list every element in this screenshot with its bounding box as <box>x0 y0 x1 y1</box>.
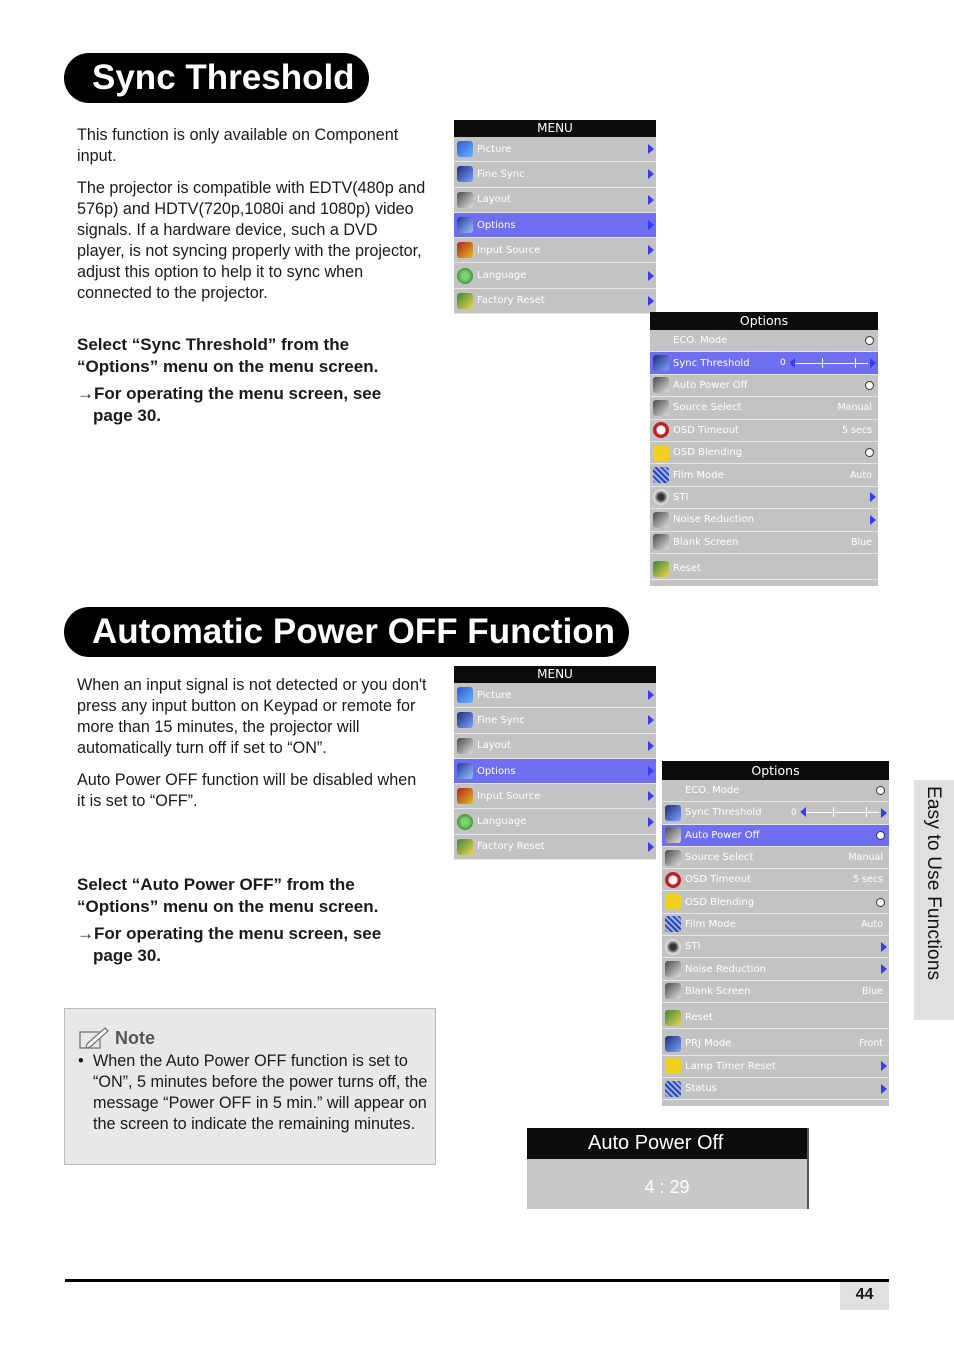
chevron-right-icon <box>881 1061 887 1071</box>
menu-title: MENU <box>454 666 656 683</box>
speaker-icon <box>665 939 681 955</box>
option-value: Auto <box>860 918 883 930</box>
option-reset[interactable] <box>662 1007 889 1029</box>
menu-item-options[interactable] <box>454 759 656 784</box>
chevron-right-icon <box>648 715 654 725</box>
menu-item-language[interactable] <box>454 263 656 288</box>
option-eco-mode[interactable] <box>662 780 889 802</box>
menu-item-label: Language <box>477 270 527 282</box>
chevron-right-icon <box>648 296 654 306</box>
option-label: Source Select <box>673 402 742 414</box>
menu-item-label: Options <box>477 765 516 777</box>
language-icon <box>457 268 473 284</box>
instruction-text: Select “Auto Power OFF” from the “Options” menu on the menu screen. <box>77 875 379 916</box>
option-label: Film Mode <box>685 918 736 930</box>
note-title: Note <box>115 1027 155 1048</box>
option-blank-screen[interactable] <box>650 532 878 554</box>
source-select-icon <box>653 400 669 416</box>
menu-item-label: Layout <box>477 194 511 206</box>
option-film-mode[interactable] <box>662 914 889 936</box>
options-menu-osd <box>662 761 889 1106</box>
option-label: Blank Screen <box>673 536 739 548</box>
slider-tick <box>866 807 867 817</box>
option-label: OSD Timeout <box>685 874 751 886</box>
reset-icon <box>665 1010 681 1026</box>
option-label: Reset <box>685 1012 713 1024</box>
menu-item-input-source[interactable] <box>454 238 656 263</box>
options-icon <box>457 763 473 779</box>
menu-item-label: Picture <box>477 143 512 155</box>
auto-power-off-icon <box>653 377 669 393</box>
chevron-right-icon <box>870 358 876 368</box>
slider-knob[interactable] <box>789 358 795 368</box>
sync-threshold-instruction <box>77 334 427 426</box>
option-value: Blue <box>850 536 872 548</box>
chevron-right-icon <box>648 169 654 179</box>
note-body <box>78 1051 430 1135</box>
option-lamp-timer-reset[interactable] <box>662 1056 889 1078</box>
noise-reduction-icon <box>665 961 681 977</box>
speaker-icon <box>653 489 669 505</box>
chevron-right-icon <box>648 220 654 230</box>
osd-blending-icon <box>653 445 669 461</box>
source-select-icon <box>665 850 681 866</box>
option-source-select[interactable] <box>650 397 878 419</box>
chevron-right-icon <box>881 808 887 818</box>
section-heading-auto-power-off: Automatic Power OFF Function <box>64 607 629 657</box>
option-label: Lamp Timer Reset <box>685 1060 776 1072</box>
option-value: Auto <box>849 469 872 481</box>
option-value: Blue <box>861 985 883 997</box>
option-osd-timeout[interactable] <box>662 869 889 891</box>
blank-screen-icon <box>665 983 681 999</box>
layout-icon <box>457 738 473 754</box>
toggle-radio[interactable] <box>865 336 874 345</box>
option-noise-reduction[interactable] <box>650 509 878 531</box>
option-label: ECO. Mode <box>685 785 740 797</box>
paragraph: The projector is compatible with EDTV(480p and 576p) and HDTV(720p,1080i and 1080p) video signals. If a hardware device, such a DVD player, is not syncing properly with the projector, adjust this option to help it to sync when connected to the projector. <box>77 179 426 302</box>
toggle-radio[interactable] <box>865 381 874 390</box>
sync-threshold-slider[interactable] <box>780 358 868 368</box>
option-label: Noise Reduction <box>685 963 766 975</box>
fine-sync-icon <box>457 166 473 182</box>
auto-power-off-instruction <box>77 874 427 966</box>
options-title: Options <box>662 761 889 780</box>
chevron-right-icon <box>648 766 654 776</box>
input-source-icon <box>457 788 473 804</box>
option-label: Status <box>685 1083 717 1094</box>
reference-page: page 30. <box>93 405 162 425</box>
sync-threshold-description <box>77 125 427 315</box>
option-label: Auto Power Off <box>685 829 760 841</box>
instruction-text: Select “Sync Threshold” from the “Options” menu on the menu screen. <box>77 335 379 376</box>
chevron-right-icon <box>870 515 876 525</box>
page-reference <box>77 383 427 426</box>
option-osd-timeout[interactable] <box>650 420 878 442</box>
option-label: OSD Timeout <box>673 424 739 436</box>
options-icon <box>457 217 473 233</box>
note-box <box>64 1008 436 1165</box>
option-osd-blending[interactable] <box>662 891 889 913</box>
factory-reset-icon <box>457 293 473 309</box>
slider-tick <box>855 358 856 368</box>
toggle-radio[interactable] <box>865 448 874 457</box>
chevron-right-icon <box>881 964 887 974</box>
option-noise-reduction[interactable] <box>662 958 889 980</box>
option-label: Film Mode <box>673 469 724 481</box>
paragraph: This function is only available on Component input. <box>77 126 399 165</box>
option-value: 5 secs <box>852 874 883 886</box>
page-reference <box>77 923 427 966</box>
page-number: 44 <box>840 1282 889 1310</box>
main-menu-osd <box>454 120 656 314</box>
menu-item-input-source[interactable] <box>454 784 656 809</box>
menu-item-picture[interactable] <box>454 683 656 708</box>
option-source-select[interactable] <box>662 847 889 869</box>
countdown-timer: 4 : 29 <box>644 1177 690 1197</box>
reference-line: →For operating the menu screen, see <box>77 924 382 943</box>
option-label: PRJ Mode <box>685 1038 732 1050</box>
menu-item-label: Factory Reset <box>477 841 545 853</box>
chevron-right-icon <box>881 942 887 952</box>
paragraph: When an input signal is not detected or you don't press any input button on Keypad or remote for more than 15 minutes, the projector will automatically turn off if set to “ON”. <box>77 676 427 757</box>
menu-item-label: Fine Sync <box>477 714 525 726</box>
chapter-side-tab-label: Easy to Use Functions <box>923 786 944 981</box>
option-sync-threshold[interactable] <box>662 802 889 824</box>
option-status[interactable] <box>662 1078 889 1100</box>
chevron-right-icon <box>881 1084 887 1094</box>
auto-power-off-description <box>77 675 427 823</box>
clock-icon <box>653 422 669 438</box>
option-label: Sync Threshold <box>685 807 762 819</box>
toggle-radio[interactable] <box>876 786 885 795</box>
section-heading-sync-threshold: Sync Threshold <box>64 53 369 103</box>
chevron-right-icon <box>648 144 654 154</box>
auto-power-off-popup <box>527 1128 809 1209</box>
film-mode-icon <box>665 916 681 932</box>
option-label: Noise Reduction <box>673 514 754 526</box>
menu-item-label: Input Source <box>477 790 541 802</box>
menu-item-label: Picture <box>477 689 512 701</box>
menu-item-language[interactable] <box>454 809 656 834</box>
note-heading <box>79 1026 155 1050</box>
factory-reset-icon <box>457 839 473 855</box>
menu-item-factory-reset[interactable] <box>454 289 656 314</box>
menu-item-label: Options <box>477 219 516 231</box>
chevron-right-icon <box>870 492 876 502</box>
option-label: OSD Blending <box>673 447 743 459</box>
sync-threshold-slider[interactable] <box>791 808 879 818</box>
note-text: When the Auto Power OFF function is set to “ON”, 5 minutes before the power turns off, the message “Power OFF in 5 min.” will appear on the screen to indicate the remaining minutes. <box>93 1052 428 1133</box>
chevron-right-icon <box>648 245 654 255</box>
menu-item-label: Input Source <box>477 244 541 256</box>
option-value: 5 secs <box>841 424 872 436</box>
projector-icon <box>665 1036 681 1052</box>
main-menu-osd <box>454 666 656 860</box>
toggle-radio[interactable] <box>876 898 885 907</box>
menu-item-factory-reset[interactable] <box>454 835 656 860</box>
reference-page: page 30. <box>93 945 162 965</box>
option-eco-mode[interactable] <box>650 330 878 352</box>
picture-icon <box>457 141 473 157</box>
film-mode-icon <box>653 467 669 483</box>
option-blank-screen[interactable] <box>662 981 889 1003</box>
option-prj-mode[interactable] <box>662 1033 889 1055</box>
chevron-right-icon <box>648 690 654 700</box>
slider-knob[interactable] <box>800 807 806 817</box>
option-auto-power-off[interactable] <box>650 375 878 397</box>
footer-rule <box>65 1279 889 1282</box>
sync-threshold-icon <box>653 355 669 371</box>
option-label: Source Select <box>685 852 754 864</box>
option-sti[interactable] <box>662 936 889 958</box>
language-icon <box>457 814 473 830</box>
reference-line: →For operating the menu screen, see <box>77 384 382 403</box>
slider-track <box>789 363 868 364</box>
menu-item-label: Factory Reset <box>477 295 545 307</box>
option-value: Manual <box>837 402 872 414</box>
clock-icon <box>665 872 681 888</box>
option-label: Sync Threshold <box>673 357 750 369</box>
noise-reduction-icon <box>653 512 669 528</box>
status-icon <box>665 1081 681 1097</box>
option-sync-threshold[interactable] <box>650 352 878 374</box>
menu-item-options[interactable] <box>454 213 656 238</box>
option-sti[interactable] <box>650 487 878 509</box>
osd-blending-icon <box>665 894 681 910</box>
option-value: Front <box>858 1038 883 1050</box>
slider-value: 0 <box>791 807 797 818</box>
sync-threshold-icon <box>665 805 681 821</box>
bullet: • <box>78 1052 84 1070</box>
option-auto-power-off[interactable] <box>662 825 889 847</box>
menu-item-fine-sync[interactable] <box>454 708 656 733</box>
option-label: STI <box>673 491 689 503</box>
chapter-side-tab <box>914 780 954 1020</box>
option-label: Reset <box>673 563 701 575</box>
options-menu-osd <box>650 312 878 586</box>
option-label: ECO. Mode <box>673 335 728 347</box>
paragraph: Auto Power OFF function will be disabled when it is set to “OFF”. <box>77 771 417 810</box>
option-label: Auto Power Off <box>673 379 748 391</box>
menu-title: MENU <box>454 120 656 137</box>
chevron-right-icon <box>648 817 654 827</box>
option-film-mode[interactable] <box>650 464 878 486</box>
chevron-right-icon <box>648 195 654 205</box>
chevron-right-icon <box>648 271 654 281</box>
menu-item-fine-sync[interactable] <box>454 162 656 187</box>
lamp-timer-icon <box>665 1058 681 1074</box>
blank-screen-icon <box>653 534 669 550</box>
option-label: OSD Blending <box>685 896 755 908</box>
menu-item-label: Language <box>477 816 527 828</box>
auto-power-off-icon <box>665 827 681 843</box>
slider-tick <box>833 807 834 817</box>
menu-item-layout[interactable] <box>454 734 656 759</box>
reset-icon <box>653 561 669 577</box>
input-source-icon <box>457 242 473 258</box>
picture-icon <box>457 687 473 703</box>
slider-value: 0 <box>780 358 786 369</box>
slider-track <box>800 812 879 813</box>
option-label: Blank Screen <box>685 985 751 997</box>
options-title: Options <box>650 312 878 330</box>
fine-sync-icon <box>457 712 473 728</box>
chevron-right-icon <box>648 791 654 801</box>
chevron-right-icon <box>648 741 654 751</box>
slider-tick <box>822 358 823 368</box>
menu-item-label: Layout <box>477 740 511 752</box>
chevron-right-icon <box>648 842 654 852</box>
menu-item-layout[interactable] <box>454 188 656 213</box>
option-osd-blending[interactable] <box>650 442 878 464</box>
option-label: STI <box>685 941 701 953</box>
popup-title: Auto Power Off <box>527 1128 807 1159</box>
toggle-radio[interactable] <box>876 831 885 840</box>
layout-icon <box>457 192 473 208</box>
option-value: Manual <box>848 852 883 864</box>
menu-item-label: Fine Sync <box>477 168 525 180</box>
option-reset[interactable] <box>650 558 878 580</box>
menu-item-picture[interactable] <box>454 137 656 162</box>
pencil-note-icon <box>79 1026 109 1050</box>
